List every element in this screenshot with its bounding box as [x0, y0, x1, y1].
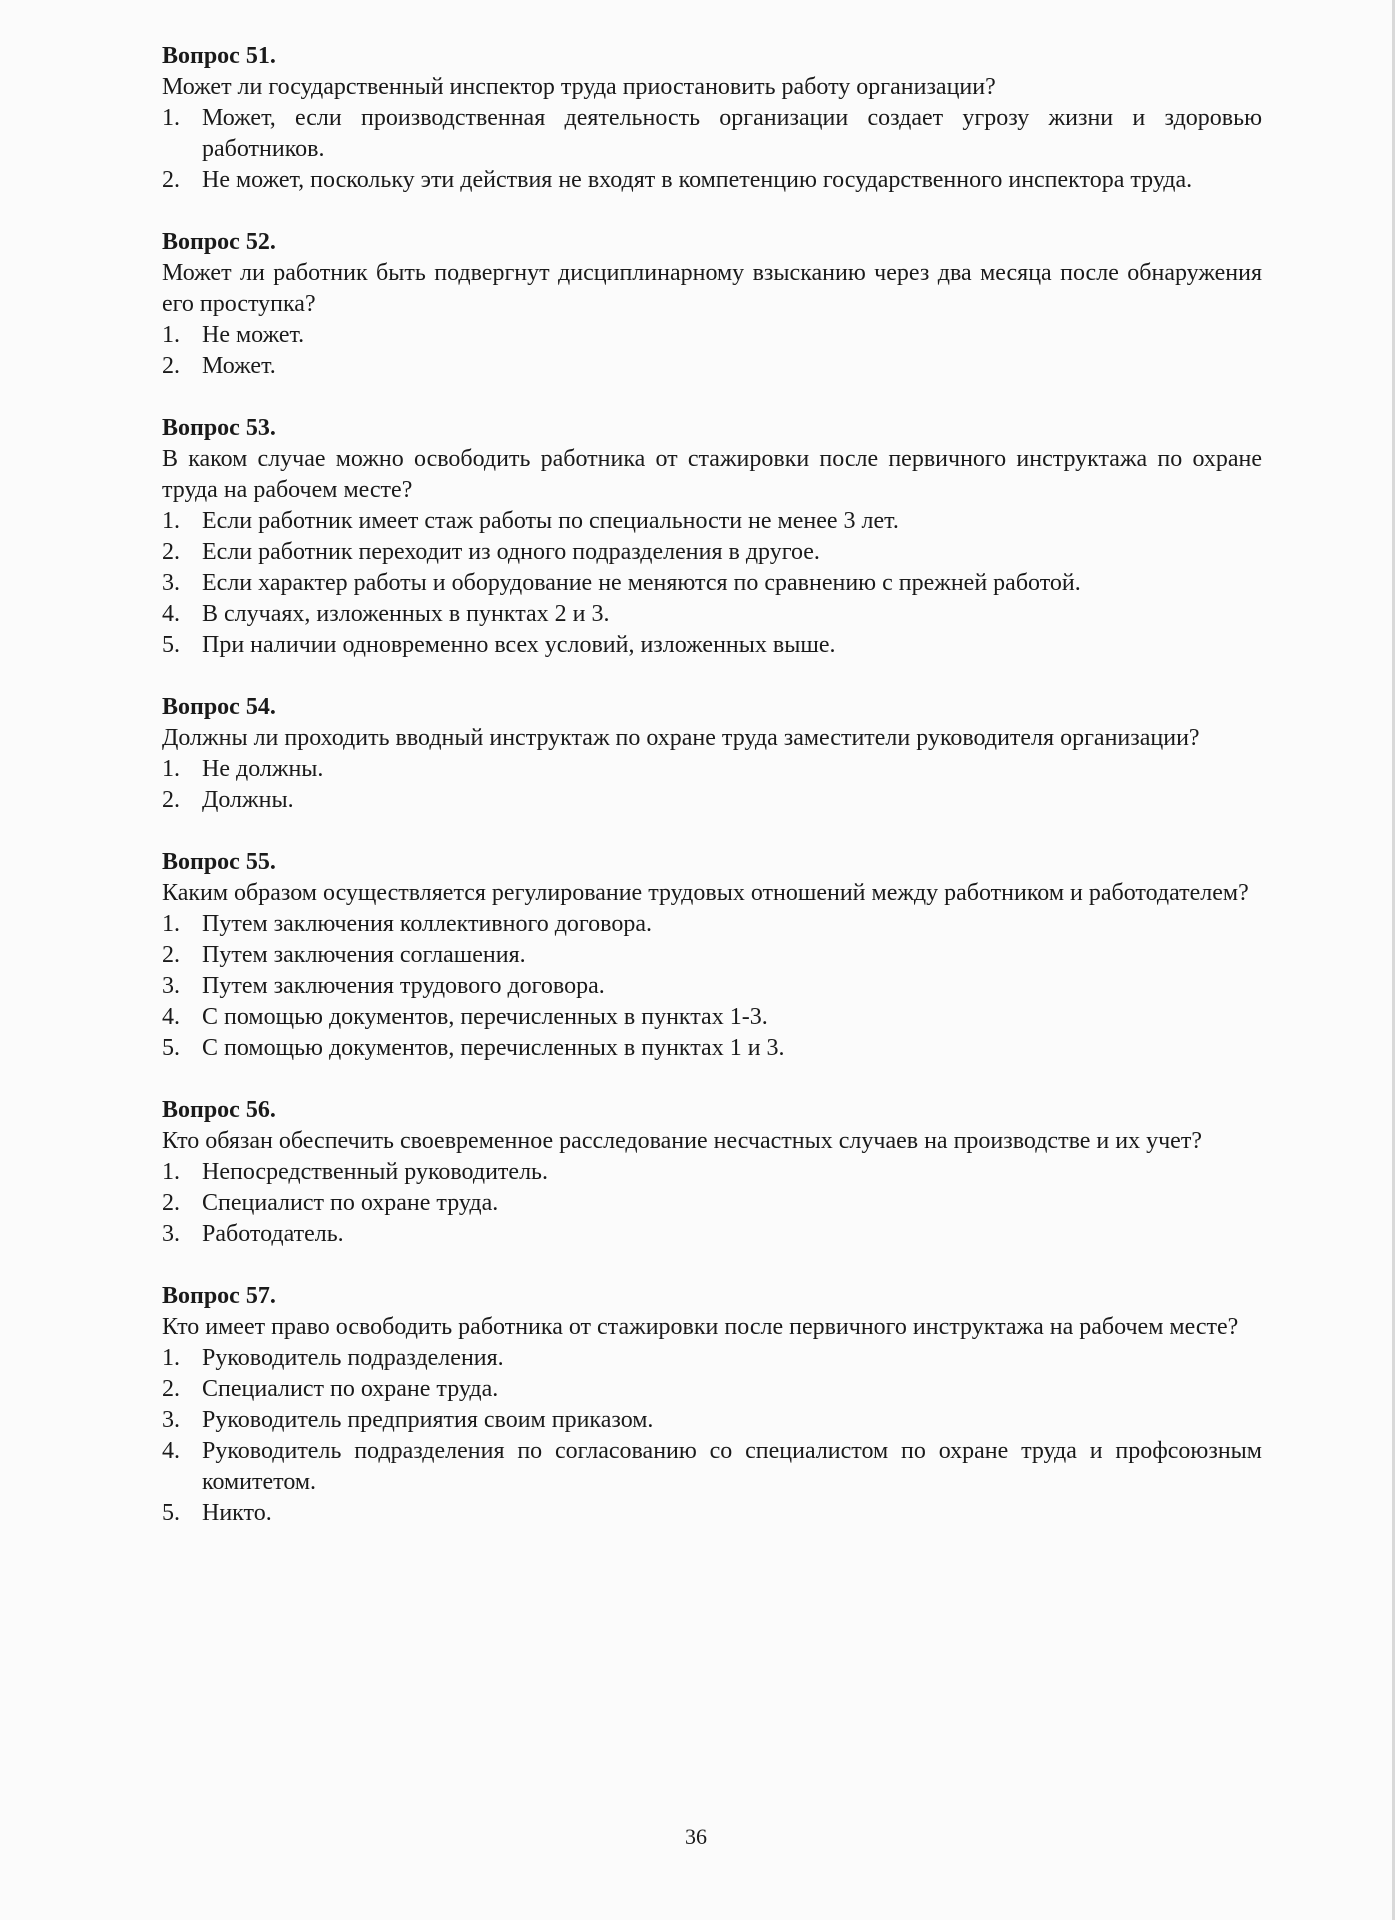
answer-text: С помощью документов, перечисленных в пунктах 1-3. [202, 1004, 768, 1030]
answer-item [162, 785, 1262, 816]
question-text: Может ли государственный инспектор труда приостановить работу организации? [162, 74, 996, 100]
question-text: В каком случае можно освободить работника от стажировки после первичного инструктажа по охране труда на рабочем месте? [162, 446, 1262, 503]
answer-item [162, 1343, 1262, 1374]
answer-text: Должны. [202, 787, 294, 813]
answer-text: Если работник имеет стаж работы по специальности не менее 3 лет. [202, 508, 899, 534]
answer-text: В случаях, изложенных в пунктах 2 и 3. [202, 601, 610, 627]
question-title: Вопрос 55. [162, 849, 276, 875]
question-53 [162, 412, 1262, 661]
answer-item [162, 1157, 1262, 1188]
answer-number: 1. [162, 756, 180, 782]
answer-item [162, 1002, 1262, 1033]
answer-number: 2. [162, 167, 180, 193]
answer-number: 5. [162, 1500, 180, 1526]
question-title: Вопрос 52. [162, 229, 276, 255]
answer-item [162, 754, 1262, 785]
answer-item [162, 599, 1262, 630]
questions-list [162, 40, 1262, 1559]
answer-text: Не может. [202, 322, 305, 348]
answer-item [162, 1436, 1262, 1498]
answer-text: Если характер работы и оборудование не меняются по сравнению с прежней работой. [202, 570, 1081, 596]
answer-item [162, 165, 1262, 196]
question-title: Вопрос 51. [162, 43, 276, 69]
question-text: Каким образом осуществляется регулирование трудовых отношений между работником и работодателем? [162, 880, 1249, 906]
answer-text: Не может, поскольку эти действия не входят в компетенцию государственного инспектора труда. [202, 167, 1193, 193]
question-text: Кто обязан обеспечить своевременное расследование несчастных случаев на производстве и их учет? [162, 1128, 1202, 1154]
answer-number: 4. [162, 601, 180, 627]
answer-number: 2. [162, 1376, 180, 1402]
answer-item [162, 568, 1262, 599]
answer-number: 3. [162, 1407, 180, 1433]
answer-item [162, 909, 1262, 940]
question-51 [162, 40, 1262, 196]
question-title: Вопрос 53. [162, 415, 276, 441]
answer-number: 5. [162, 1035, 180, 1061]
answer-list [162, 909, 1262, 1064]
answer-item [162, 1498, 1262, 1529]
answer-text: Путем заключения коллективного договора. [202, 911, 652, 937]
answer-item [162, 630, 1262, 661]
question-55 [162, 846, 1262, 1064]
answer-number: 2. [162, 353, 180, 379]
answer-text: Работодатель. [202, 1221, 344, 1247]
answer-list [162, 103, 1262, 196]
answer-item [162, 1033, 1262, 1064]
answer-text: Никто. [202, 1500, 272, 1526]
answer-number: 2. [162, 787, 180, 813]
answer-number: 1. [162, 105, 180, 131]
answer-number: 2. [162, 942, 180, 968]
answer-text: Непосредственный руководитель. [202, 1159, 548, 1185]
answer-item [162, 1219, 1262, 1250]
answer-item [162, 1188, 1262, 1219]
page-number: 36 [685, 1824, 707, 1849]
answer-text: При наличии одновременно всех условий, изложенных выше. [202, 632, 836, 658]
answer-list [162, 1157, 1262, 1250]
answer-number: 5. [162, 632, 180, 658]
answer-text: С помощью документов, перечисленных в пунктах 1 и 3. [202, 1035, 785, 1061]
answer-list [162, 506, 1262, 661]
answer-list [162, 754, 1262, 816]
question-title: Вопрос 56. [162, 1097, 276, 1123]
answer-item [162, 537, 1262, 568]
question-text: Должны ли проходить вводный инструктаж по охране труда заместители руководителя организации? [162, 725, 1200, 751]
answer-number: 3. [162, 570, 180, 596]
answer-list [162, 1343, 1262, 1529]
answer-text: Путем заключения соглашения. [202, 942, 526, 968]
answer-number: 1. [162, 911, 180, 937]
answer-number: 1. [162, 1345, 180, 1371]
answer-item [162, 1405, 1262, 1436]
answer-number: 1. [162, 322, 180, 348]
answer-number: 2. [162, 539, 180, 565]
answer-item [162, 103, 1262, 165]
question-54 [162, 691, 1262, 816]
answer-text: Руководитель предприятия своим приказом. [202, 1407, 654, 1433]
question-title: Вопрос 54. [162, 694, 276, 720]
answer-number: 3. [162, 1221, 180, 1247]
answer-text: Путем заключения трудового договора. [202, 973, 605, 999]
question-52 [162, 226, 1262, 382]
question-title: Вопрос 57. [162, 1283, 276, 1309]
answer-text: Не должны. [202, 756, 324, 782]
answer-item [162, 971, 1262, 1002]
answer-number: 1. [162, 508, 180, 534]
answer-number: 1. [162, 1159, 180, 1185]
answer-item [162, 351, 1262, 382]
answer-number: 3. [162, 973, 180, 999]
answer-text: Если работник переходит из одного подразделения в другое. [202, 539, 820, 565]
answer-number: 4. [162, 1438, 180, 1464]
answer-text: Специалист по охране труда. [202, 1376, 499, 1402]
answer-number: 2. [162, 1190, 180, 1216]
answer-text: Специалист по охране труда. [202, 1190, 499, 1216]
answer-number: 4. [162, 1004, 180, 1030]
answer-item [162, 506, 1262, 537]
answer-item [162, 940, 1262, 971]
answer-item [162, 320, 1262, 351]
answer-list [162, 320, 1262, 382]
answer-item [162, 1374, 1262, 1405]
answer-text: Руководитель подразделения. [202, 1345, 504, 1371]
question-text: Кто имеет право освободить работника от стажировки после первичного инструктажа на рабочем месте? [162, 1314, 1239, 1340]
question-56 [162, 1094, 1262, 1250]
question-57 [162, 1280, 1262, 1529]
answer-text: Может. [202, 353, 276, 379]
answer-text: Может, если производственная деятельность организации создает угрозу жизни и здоровью работников. [202, 105, 1262, 162]
question-text: Может ли работник быть подвергнут дисциплинарному взысканию через два месяца после обнаружения его проступка? [162, 260, 1262, 317]
answer-text: Руководитель подразделения по согласованию со специалистом по охране труда и профсоюзным комитетом. [202, 1438, 1262, 1495]
